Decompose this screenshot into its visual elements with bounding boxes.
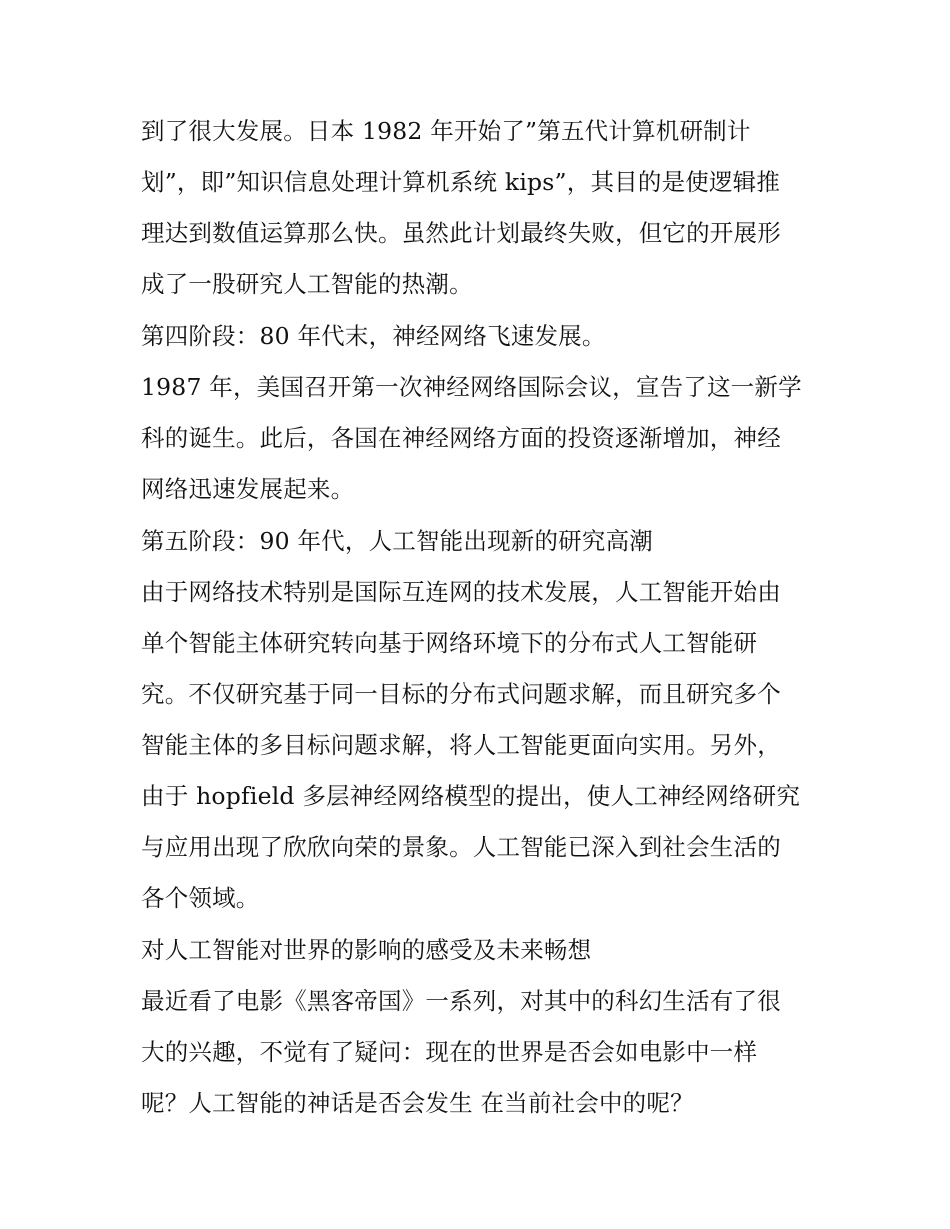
text-line: 网络迅速发展起来。 [141,475,355,503]
text-line: 智能主体的多目标问题求解，将人工智能更面向实用。另外， [141,731,781,759]
text-line: 划”，即”知识信息处理计算机系统 kips”，其目的是使逻辑推 [141,168,781,196]
text-line: 科的诞生。此后，各国在神经网络方面的投资逐渐增加，神经 [141,424,781,452]
text-line: 1987 年，美国召开第一次神经网络国际会议，宣告了这一新学 [141,373,802,401]
text-line: 大的兴趣，不觉有了疑问：现在的世界是否会如电影中一样 [141,1038,758,1066]
text-line: 由于网络技术特别是国际互连网的技术发展，人工智能开始由 [141,578,781,606]
text-line: 单个智能主体研究转向基于网络环境下的分布式人工智能研 [141,629,758,657]
text-line: 究。不仅研究基于同一目标的分布式问题求解，而且研究多个 [141,680,781,708]
text-line: 理达到数值运算那么快。虽然此计划最终失败，但它的开展形 [141,219,781,247]
text-line: 各个领域。 [141,884,260,912]
text-line: 到了很大发展。日本 1982 年开始了”第五代计算机研制计 [141,117,751,145]
text-line: 最近看了电影《黑客帝国》一系列，对其中的科幻生活有了很 [141,987,781,1015]
text-line: 呢？人工智能的神话是否会发生 在当前社会中的呢？ [141,1089,694,1117]
section-heading: 第四阶段：80 年代末，神经网络飞速发展。 [141,322,606,350]
body-text [141,106,821,1129]
text-line: 成了一股研究人工智能的热潮。 [141,270,473,298]
text-line: 由于 hopfield 多层神经网络模型的提出，使人工神经网络研究 [141,782,801,810]
section-heading: 对人工智能对世界的影响的感受及未来畅想 [141,936,592,964]
text-line: 与应用出现了欣欣向荣的景象。人工智能已深入到社会生活的 [141,833,781,861]
section-heading: 第五阶段：90 年代，人工智能出现新的研究高潮 [141,527,653,555]
